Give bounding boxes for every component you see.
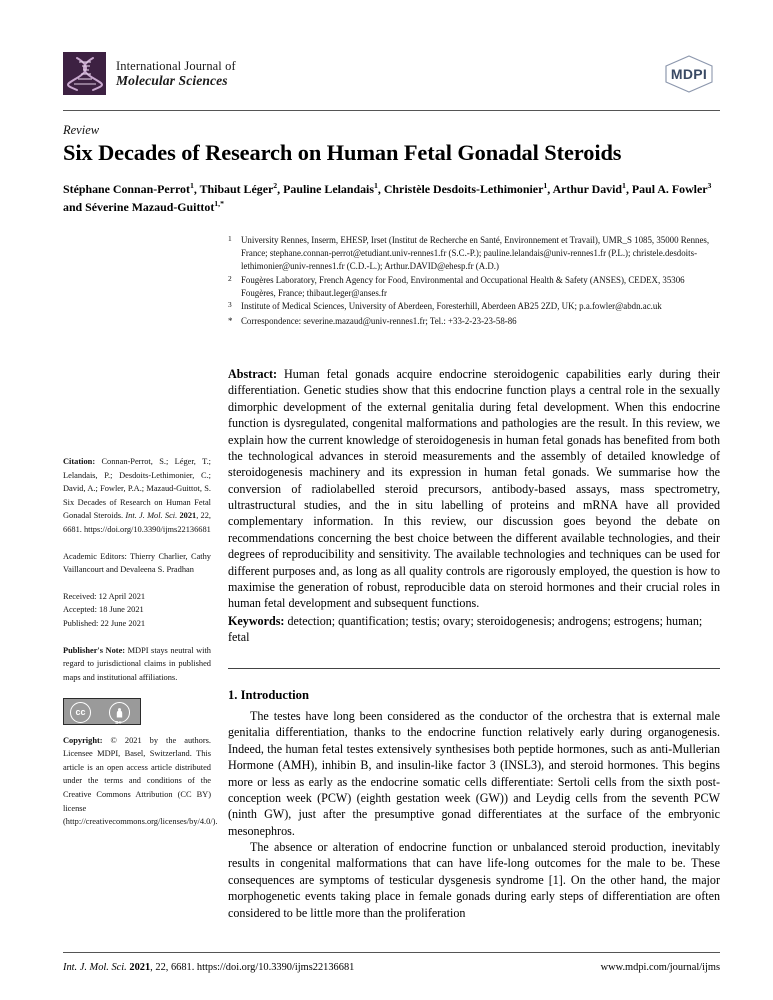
author-name: Christèle Desdoits-Lethimonier	[383, 181, 544, 196]
citation-label: Citation:	[63, 457, 96, 466]
accepted-date: Accepted: 18 June 2021	[63, 605, 144, 615]
author-affiliation-marker: 1	[622, 181, 626, 190]
publisher-note-label: Publisher's Note:	[63, 645, 126, 655]
header-divider	[63, 110, 720, 111]
article-type: Review	[63, 123, 100, 137]
author-name: Arthur David	[552, 181, 623, 196]
citation-block	[63, 455, 211, 537]
keywords-text: detection; quantification; testis; ovary; steroidogenesis; androgens; estrogens; human; fetal	[228, 614, 703, 645]
journal-name-line1: International Journal of	[116, 58, 236, 73]
footer-url[interactable]: www.mdpi.com/journal/ijms	[600, 962, 720, 973]
author-name: Paul A. Fowler	[631, 181, 708, 196]
citation-text-part2: , 22, 6681. https://doi.org/10.3390/ijms22136681	[63, 511, 211, 535]
journal-brand	[63, 52, 236, 95]
affiliation-item	[228, 300, 720, 315]
published-date: Published: 22 June 2021	[63, 619, 146, 629]
mdpi-logo-text: MDPI	[670, 66, 708, 82]
received-date: Received: 12 April 2021	[63, 591, 146, 601]
paragraph: The absence or alteration of endocrine function or unbalanced steroid production, inevitably results in congenital malformations that can have life-long outcomes for the male to be. These consequences are symptoms of testicular dysgenesis syndrome [1]. On the other hand, the major morphogenetic events taking place in female gonads during early steps of differentiation are often considered to be little more than the proliferation	[228, 840, 720, 920]
sidebar-metadata	[63, 455, 218, 842]
abstract-label: Abstract:	[228, 367, 278, 381]
corresponding-author-marker: 1,*	[214, 198, 225, 208]
correspondence-marker: *	[228, 316, 233, 327]
citation-year: 2021	[177, 511, 197, 521]
by-label: BY	[115, 719, 122, 725]
mdpi-logo	[658, 54, 720, 94]
footer-citation-rest: , 22, 6681. https://doi.org/10.3390/ijms22136681	[150, 962, 355, 973]
footer-citation	[63, 962, 354, 973]
footer-divider	[63, 952, 720, 953]
dna-helix-icon	[63, 52, 106, 95]
affiliation-item	[228, 274, 720, 300]
citation-text-part1: Connan-Perrot, S.; Léger, T.; Lelandais, P.; Desdoits-Lethimonier, C.; David, A.; Fowler, P.A.; Mazaud-Guittot, S. Six Decades of Research on Human Fetal Gonadal Steroids.	[63, 457, 211, 521]
page-footer	[63, 962, 720, 973]
section-heading-introduction: 1. Introduction	[228, 688, 309, 702]
author-affiliation-marker: 1	[543, 181, 548, 190]
footer-journal-name: Int. J. Mol. Sci.	[63, 962, 127, 973]
affiliation-marker: 1	[228, 234, 232, 243]
citation-journal: Int. J. Mol. Sci.	[125, 511, 178, 521]
keywords-label: Keywords:	[228, 614, 285, 628]
author-affiliation-marker: 3	[707, 181, 712, 190]
author-name: Thibaut Léger	[199, 181, 274, 196]
author-list-conjunction: and	[63, 199, 83, 214]
page-title: Six Decades of Research on Human Fetal Gonadal Steroids	[63, 140, 622, 165]
author-affiliation-marker: 1	[373, 181, 378, 190]
affiliation-text: Fougères Laboratory, French Agency for Food, Environmental and Occupational Health & Safety (ANSES), CEDEX, 35306 Fougères, France; thibaut.leger@anses.fr	[241, 274, 685, 298]
dates-block	[63, 590, 211, 631]
keywords-divider	[228, 668, 720, 669]
author-list: Stéphane Connan-Perrot$^1$, Thibaut Léger$^2$, Pauline Lelandais$^1$, Christèle Desdoits-Lethimonier$^1$, Arthur David$^1$, Paul A. Fowler$^3$ and Séverine Mazaud-Guittot$^{1,*}$	[63, 181, 712, 214]
copyright-label: Copyright:	[63, 735, 103, 745]
affiliation-list	[228, 234, 720, 329]
abstract-text: Human fetal gonads acquire endocrine steroidogenic capabilities early during their differentiation. Genetic studies show that this endocrine function plays a central role in the sexually dimorphic development of the external genitalia during fetal development. When this endocrine function is dysregulated, congenital malformations and pathologies are the result. In this review, we explain how the current knowledge of steroidogenesis in human fetal gonads has benefited from both the technological advances in steroid measurements and the assembly of detailed knowledge of steroidogenesis machinery and its expression in human fetal gonads. We summarise how the conversion of radiolabelled steroid precursors, antibody-based assays, mass spectrometry, ultrastructural studies, and the in situ labelling of proteins and mRNA have all provided complementary information. In this review, our discussion goes beyond the debate on recommendations concerning the best choice between the different available technologies, and their degrees of reproducibility and sensitivity. The available technologies and techniques can be used for different purposes and, as long as all quality controls are rigorously employed, the question is how to maximise the generation of robust, reproducible data on steroid hormones and their crucial roles in human fetal development and subsequent functions.	[228, 367, 720, 611]
correspondence-text: Correspondence: severine.mazaud@univ-rennes1.fr; Tel.: +33-2-23-23-58-86	[241, 316, 517, 327]
affiliation-marker: 2	[228, 273, 232, 283]
author-name: Pauline Lelandais	[283, 181, 374, 196]
correspondence-item	[228, 315, 720, 328]
copyright-block	[63, 734, 218, 829]
keywords-section	[228, 613, 720, 646]
journal-name-line2: Molecular Sciences	[116, 72, 228, 88]
affiliation-item	[228, 234, 720, 273]
author-name: Stéphane Connan-Perrot	[63, 181, 190, 196]
publisher-note-block	[63, 644, 211, 685]
affiliation-text: Institute of Medical Sciences, University of Aberdeen, Foresterhill, Aberdeen AB25 2ZD, UK; p.a.fowler@abdn.ac.uk	[241, 301, 662, 311]
journal-title	[116, 59, 236, 88]
footer-year: 2021	[126, 962, 151, 973]
affiliation-text: University Rennes, Inserm, EHESP, Irset (Institut de Recherche en Santé, Environnement et Travail), UMR_S 1085, 35000 Rennes, France; stephane.connan-perrot@etudiant.univ-rennes1.fr (S.C.-P.); pauline.lelandais@univ-rennes1.fr (P.L.); christele.desdoits-lethimonier@univ-rennes1.fr (C.D.-L.); Arthur.DAVID@ehesp.fr (A.D.)	[241, 235, 710, 271]
creative-commons-badge-icon	[63, 698, 141, 725]
abstract-section	[228, 366, 720, 612]
author-affiliation-marker: 1	[189, 181, 194, 190]
publisher-note-text: MDPI stays neutral with regard to jurisdictional claims in published maps and institutional affiliations.	[63, 645, 211, 682]
cc-glyph-icon: cc	[70, 702, 91, 723]
paragraph: The testes have long been considered as the conductor of the orchestra that is external male genitalia differentiation, thanks to the endocrine function relatively early during organogenesis. Indeed, the human fetal testes extensively synthesises both peptide hormones, such as anti-Mullerian Hormone (AMH), inhibin B, and insulin-like factor 3 (INSL3), and steroid hormones. This begins more or less as early as the endocrine somatic cells differentiate: Sertoli cells from the sixth post-conception week (PCW) (eighth gestation week (GW)) and Leydig cells from the seventh PCW (ninth GW), just after the presumptive gonad differentiates at the surface of the embryonic mesonephros.	[228, 709, 720, 838]
affiliation-marker: 3	[228, 300, 232, 309]
page-header	[63, 52, 720, 104]
academic-editors-block: Academic Editors: Thierry Charlier, Cathy Vaillancourt and Devaleena S. Pradhan	[63, 551, 211, 575]
copyright-text: © 2021 by the authors. Licensee MDPI, Basel, Switzerland. This article is an open access article distributed under the terms and conditions of the Creative Commons Attribution (CC BY) license (http://creativecommons.org/licenses/by/4.0/).	[63, 735, 218, 827]
author-affiliation-marker: 2	[273, 181, 278, 190]
author-name: Séverine Mazaud-Guittot	[85, 199, 215, 214]
section-body-introduction	[228, 708, 720, 921]
